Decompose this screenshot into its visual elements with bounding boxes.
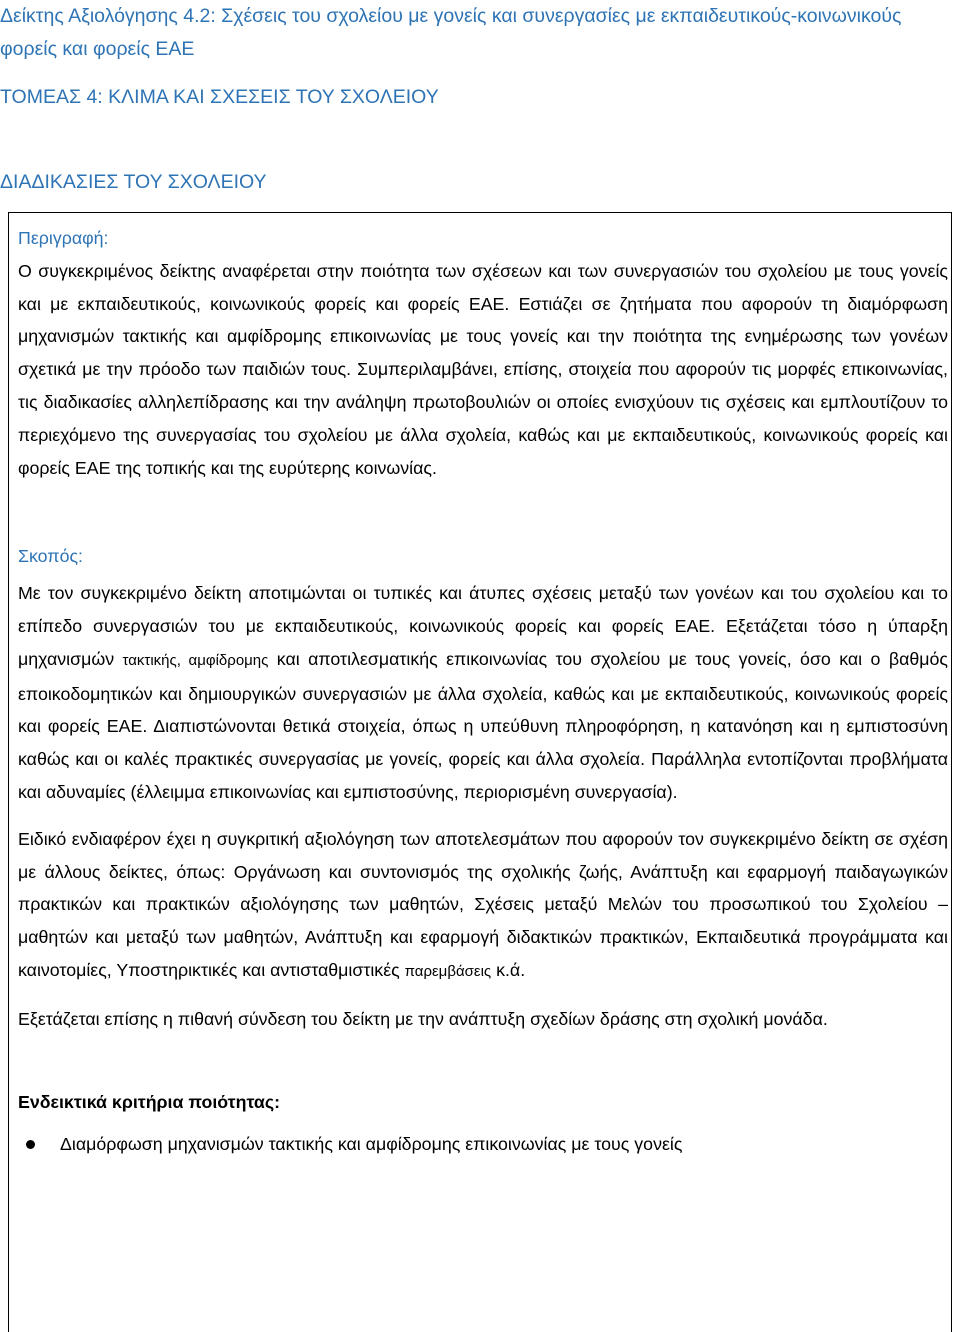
spacer	[18, 989, 948, 1003]
purpose-p1-end: και αποτιλεσματικής επικοινωνίας του σχολείου με τους γονείς, όσο και ο βαθμός εποικοδομητικών και δημιουργικών συνεργασιών με άλλα σχολεία, καθώς και με εκπαιδευτικούς, κοινωνικούς φορείς και φορείς ΕΑΕ. Διαπιστώνονται θετικά στοιχεία, όπως η υπεύθυνη πληροφόρηση, η κατανόηση και η εμπιστοσύνη καθώς και οι καλές πρακτικές συνεργασίας με γονείς, φορείς και άλλα σχολεία. Παράλληλα εντοπίζονται προβλήματα και αδυναμίες (έλλειμμα επικοινωνίας και εμπιστοσύνης, περιορισμένη συνεργασία).	[18, 648, 948, 802]
description-heading: Περιγραφή:	[18, 228, 109, 248]
criteria-heading: Ενδεικτικά κριτήρια ποιότητας:	[18, 1091, 280, 1112]
purpose-paragraph-3: Εξετάζεται επίσης η πιθανή σύνδεση του δείκτη με την ανάπτυξη σχεδίων δράσης στη σχολική μονάδα.	[18, 1008, 828, 1029]
purpose-p2-start: Ειδικό ενδιαφέρον έχει η συγκριτική αξιολόγηση των αποτελεσμάτων που αφορούν τον συγκεκριμένο δείκτη σε σχέση με άλλους δείκτες, όπως: Οργάνωση και συντονισμός της σχολικής ζωής, Ανάπτυξη και εφαρμογή παιδαγωγικών πρακτικών και πρακτικών αξιολόγησης των μαθητών, Σχέσεις μεταξύ Μελών του προσωπικού του Σχολείου – μαθητών και μεταξύ των μαθητών, Ανάπτυξη και εφαρμογή διδακτικών πρακτικών, Εκπαιδευτικά προγράμματα και καινοτομίες, Υποστηρικτικές και αντισταθμιστικές	[18, 828, 948, 980]
spacer	[18, 1118, 948, 1128]
purpose-paragraph-1	[18, 577, 948, 809]
purpose-p2-small: παρεμβάσεις	[404, 962, 492, 980]
spacer	[18, 1036, 948, 1086]
criteria-item-text: Διαμόρφωση μηχανισμών τακτικής και αμφίδρομης επικοινωνίας με τους γονείς	[60, 1134, 683, 1155]
sector-heading: ΤΟΜΕΑΣ 4: ΚΛΙΜΑ ΚΑΙ ΣΧΕΣΕΙΣ ΤΟΥ ΣΧΟΛΕΙΟΥ	[0, 86, 439, 108]
purpose-paragraph-2	[18, 823, 948, 989]
purpose-p1-small: τακτικής, αμφίδρομης	[122, 651, 269, 669]
criteria-list	[18, 1128, 948, 1161]
description-text: Ο συγκεκριμένος δείκτης αναφέρεται στην ποιότητα των σχέσεων και των συνεργασιών του σχολείου με τους γονείς και με εκπαιδευτικούς, κοινωνικούς φορείς και φορείς ΕΑΕ. Εστιάζει σε ζητήματα που αφορούν τη διαμόρφωση μηχανισμών τακτικής και αμφίδρομης επικοινωνίας με τους γονείς και την ποιότητα της ενημέρωσης των γονέων σχετικά με την πρόοδο των παιδιών τους. Συμπεριλαμβάνει, επίσης, στοιχεία που αφορούν τις μορφές επικοινωνίας, τις διαδικασίες αλληλεπίδρασης και την ανάληψη πρωτοβουλιών οι οποίες ενισχύουν τις σχέσεις και εμπλουτίζουν το περιεχόμενο της συνεργασίας του σχολείου με άλλα σχολεία, καθώς και με εκπαιδευτικούς, κοινωνικούς φορείς και φορείς ΕΑΕ της τοπικής και της ευρύτερης κοινωνίας.	[18, 260, 948, 478]
list-item	[18, 1128, 948, 1161]
bullet-icon	[26, 1140, 35, 1149]
purpose-p2-end: κ.ά.	[496, 959, 526, 980]
purpose-heading: Σκοπός:	[18, 546, 83, 567]
spacer	[18, 809, 948, 823]
spacer	[18, 484, 948, 540]
purpose-p1-start: Με τον συγκεκριμένο δείκτη αποτιμώνται οι τυπικές και άτυπες σχέσεις μεταξύ των γονέων και του σχολείου και το επίπεδο συνεργασιών του με εκπαιδευτικούς, κοινωνικούς φορείς και φορείς ΕΑΕ. Εξετάζεται τόσο η ύπαρξη μηχανισμών	[18, 583, 948, 669]
process-heading: ΔΙΑΔΙΚΑΣΙΕΣ ΤΟΥ ΣΧΟΛΕΙΟΥ	[0, 171, 267, 193]
content-body	[18, 222, 948, 1161]
indicator-title: Δείκτης Αξιολόγησης 4.2: Σχέσεις του σχολείου με γονείς και συνεργασίες με εκπαιδευτικούς-κοινωνικούς φορείς και φορείς ΕΑΕ	[0, 5, 902, 60]
